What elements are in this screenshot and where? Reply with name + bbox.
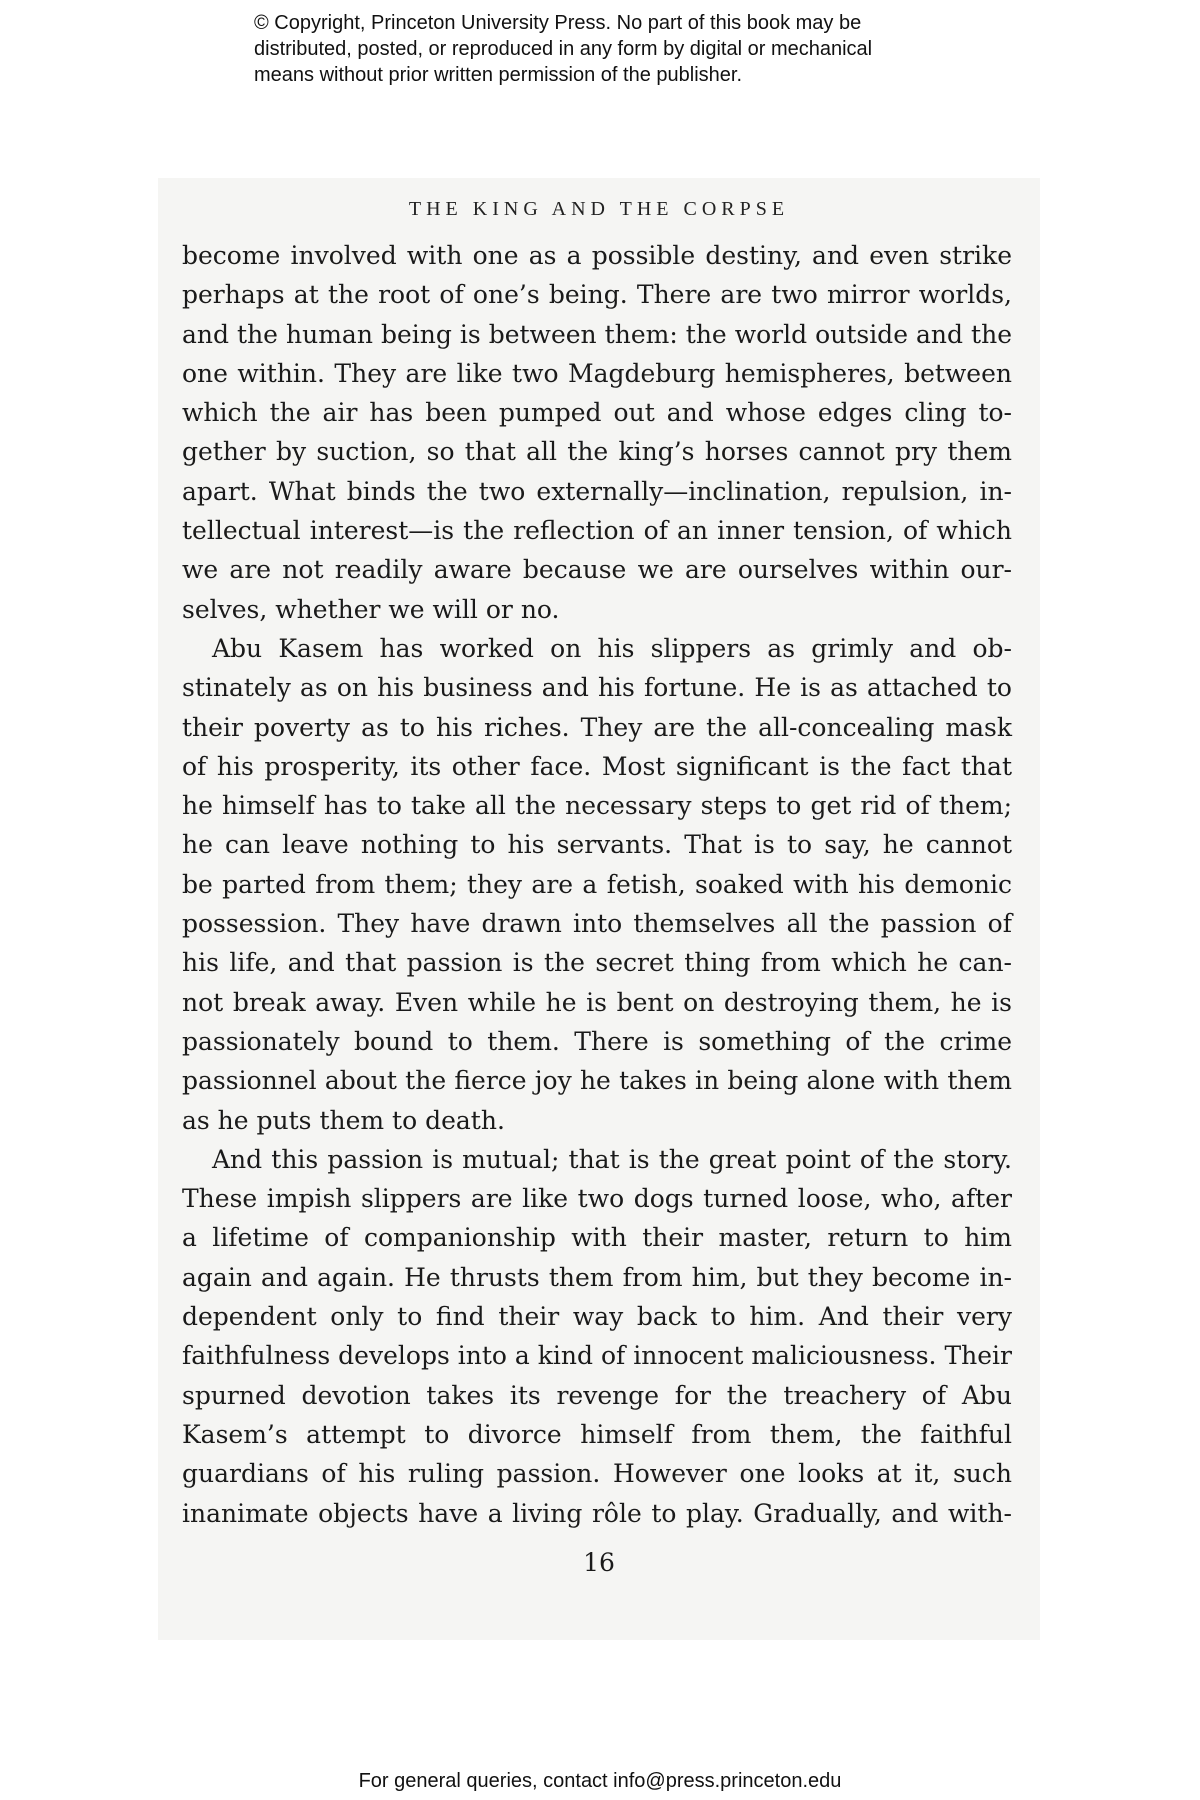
copyright-line: distributed, posted, or reproduced in any form by digital or mechanical xyxy=(254,38,873,60)
text-line: a lifetime of companionship with their master, return to him xyxy=(182,1223,1012,1253)
copyright-line: © Copyright, Princeton University Press. No part of this book may be xyxy=(254,12,862,34)
text-line: not break away. Even while he is bent on destroying them, he is xyxy=(182,987,1012,1017)
text-line: Abu Kasem has worked on his slippers as grimly and ob- xyxy=(212,633,1012,663)
text-line: passionnel about the fierce joy he takes in being alone with them xyxy=(182,1066,1012,1096)
text-line: perhaps at the root of one’s being. There are two mirror worlds, xyxy=(182,280,1012,310)
page-number: 16 xyxy=(583,1548,615,1577)
text-line: he can leave nothing to his servants. That is to say, he cannot xyxy=(182,830,1012,860)
text-line: And this passion is mutual; that is the great point of the story. xyxy=(212,1144,1012,1174)
text-line: his life, and that passion is the secret thing from which he can- xyxy=(182,948,1012,978)
text-line: inanimate objects have a living rôle to play. Gradually, and with- xyxy=(182,1498,1012,1528)
text-line: passionately bound to them. There is something of the crime xyxy=(182,1026,1012,1056)
footer-contact: For general queries, contact info@press.princeton.edu xyxy=(358,1770,842,1792)
copyright-notice xyxy=(254,10,1014,88)
text-line: spurned devotion takes its revenge for the treachery of Abu xyxy=(182,1380,1012,1410)
running-head: THE KING AND THE CORPSE xyxy=(408,198,790,220)
text-line: and the human being is between them: the world outside and the xyxy=(182,319,1012,349)
text-line: of his prosperity, its other face. Most significant is the fact that xyxy=(182,751,1012,781)
text-line: which the air has been pumped out and whose edges cling to- xyxy=(182,398,1012,428)
text-line: faithfulness develops into a kind of innocent maliciousness. Their xyxy=(182,1341,1012,1371)
text-line: he himself has to take all the necessary steps to get rid of them; xyxy=(182,791,1012,821)
scanned-book-page xyxy=(158,178,1040,1640)
body-text xyxy=(182,236,1012,1533)
text-line: stinately as on his business and his fortune. He is as attached to xyxy=(182,673,1012,703)
text-line: selves, whether we will or no. xyxy=(182,594,560,624)
text-line: dependent only to find their way back to him. And their very xyxy=(182,1302,1012,1332)
text-line: gether by suction, so that all the king’s horses cannot pry them xyxy=(182,437,1012,467)
text-line: as he puts them to death. xyxy=(182,1105,505,1135)
text-line: again and again. He thrusts them from him, but they become in- xyxy=(182,1262,1012,1292)
text-line: we are not readily aware because we are ourselves within our- xyxy=(182,555,1012,585)
text-line: These impish slippers are like two dogs turned loose, who, after xyxy=(182,1184,1012,1214)
text-line: apart. What binds the two externally—inclination, repulsion, in- xyxy=(182,476,1012,506)
text-line: become involved with one as a possible destiny, and even strike xyxy=(182,241,1012,270)
copyright-line: means without prior written permission of the publisher. xyxy=(254,64,743,86)
text-line: guardians of his ruling passion. However one looks at it, such xyxy=(182,1459,1012,1489)
text-line: be parted from them; they are a fetish, soaked with his demonic xyxy=(182,869,1012,899)
text-line: tellectual interest—is the reflection of an inner tension, of which xyxy=(182,516,1012,546)
text-line: one within. They are like two Magdeburg hemispheres, between xyxy=(182,358,1012,388)
text-line: Kasem’s attempt to divorce himself from them, the faithful xyxy=(182,1419,1012,1449)
text-line: possession. They have drawn into themselves all the passion of xyxy=(182,909,1012,939)
text-line: their poverty as to his riches. They are the all-concealing mask xyxy=(182,712,1012,742)
